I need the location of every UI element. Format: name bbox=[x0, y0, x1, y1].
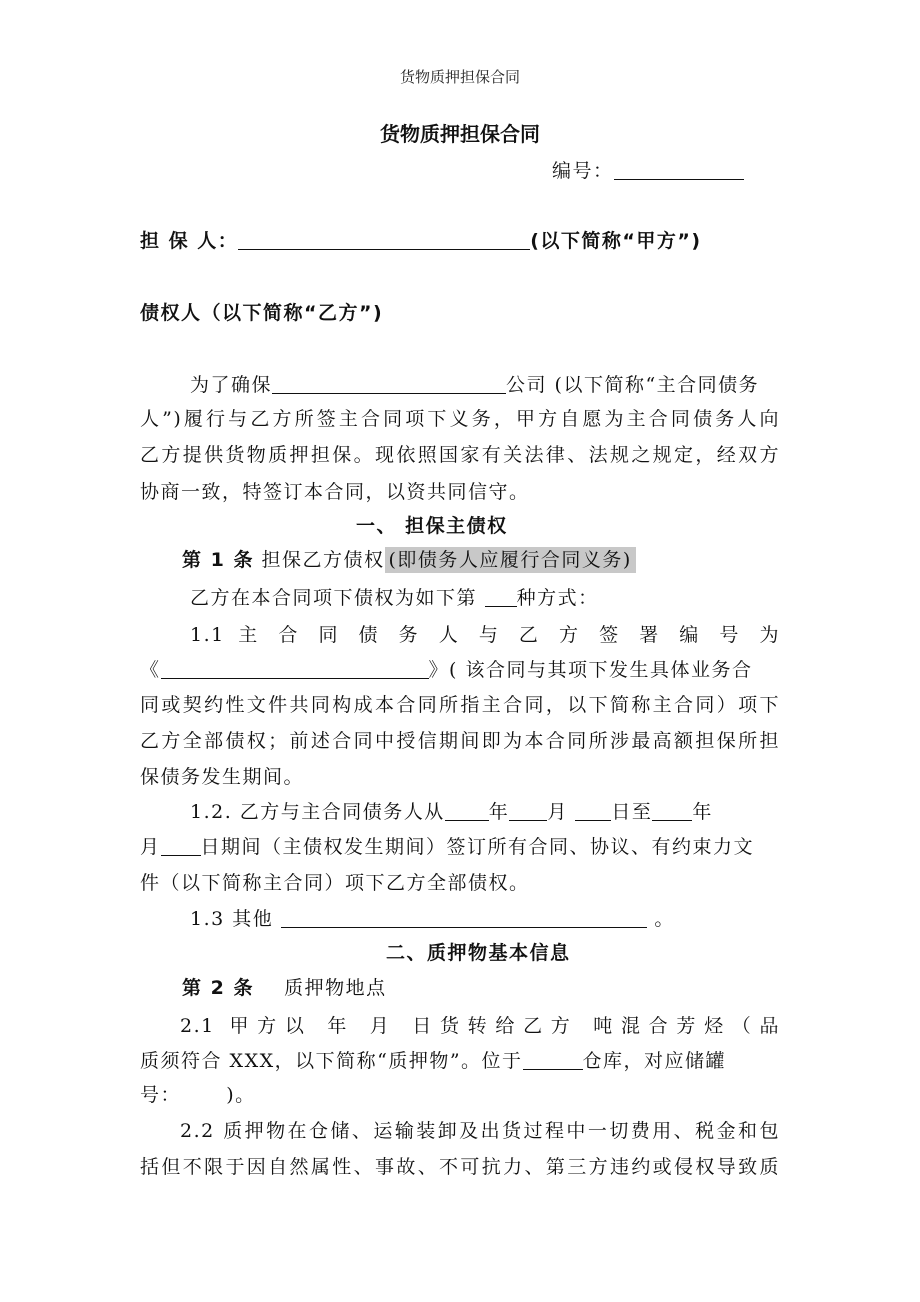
article-2-text: 质押物地点 bbox=[284, 977, 387, 999]
document-title: 货物质押担保合同 bbox=[380, 122, 540, 146]
intro-line-4: 协商一致，特签订本合同，以资共同信守。 bbox=[140, 481, 530, 503]
company-blank bbox=[272, 374, 506, 394]
month-blank bbox=[509, 801, 547, 821]
p13-text: 。 bbox=[654, 908, 675, 930]
article-2-number: 第 2 条 bbox=[182, 977, 254, 999]
intro-line-2: 人”)履行与乙方所签主合同项下义务，甲方自愿为主合同债务人向 bbox=[140, 408, 780, 430]
p13-line bbox=[190, 904, 675, 931]
p22-line-1: 2.2 质押物在仓储、运输装卸及出货过程中一切费用、税金和包 bbox=[180, 1120, 780, 1142]
p22-line-2: 括但不限于因自然属性、事故、不可抗力、第三方违约或侵权导致质 bbox=[140, 1156, 780, 1178]
creditor-line: 债权人（以下简称“乙方”) bbox=[140, 302, 384, 324]
guarantor-suffix: (以下简称“甲方”) bbox=[530, 230, 702, 252]
p12-line-1 bbox=[190, 797, 713, 824]
intro-text: 为了确保 bbox=[190, 374, 273, 396]
way-text: 种方式： bbox=[516, 587, 599, 609]
year-blank bbox=[445, 801, 489, 821]
page-header: 货物质押担保合同 bbox=[399, 68, 520, 86]
article-1 bbox=[182, 545, 636, 572]
p21-line-1: 2.1 甲方以 年 月 日货转给乙方 吨混合芳烃（品 bbox=[180, 1015, 780, 1037]
p21-text: 仓库，对应储罐 bbox=[582, 1050, 727, 1072]
warehouse-blank bbox=[523, 1050, 583, 1070]
p12-line-2 bbox=[140, 832, 754, 859]
p13-text: 1.3 其他 bbox=[190, 908, 274, 930]
p11-line-3: 同或契约性文件共同构成本合同所指主合同，以下简称主合同）项下 bbox=[140, 694, 780, 716]
contract-number bbox=[552, 156, 744, 183]
guarantor-line bbox=[140, 226, 702, 253]
contract-number-blank bbox=[161, 659, 429, 679]
intro-text: 公司 (以下简称“主合同债务 bbox=[506, 374, 760, 396]
p12-line-3: 件（以下简称主合同）项下乙方全部债权。 bbox=[140, 872, 530, 894]
p11-line-5: 保债务发生期间。 bbox=[140, 766, 305, 788]
p12-text: 月 bbox=[140, 836, 161, 858]
way-text: 乙方在本合同项下债权为如下第 bbox=[190, 587, 478, 609]
article-2 bbox=[182, 973, 387, 1000]
section-1-heading: 一、 担保主债权 bbox=[356, 515, 508, 537]
day-blank bbox=[575, 801, 611, 821]
article-1-way bbox=[190, 583, 599, 610]
article-1-text: 担保乙方债权 bbox=[261, 549, 385, 571]
intro-line-1 bbox=[190, 370, 759, 397]
p21-text: 质须符合 XXX，以下简称“质押物”。位于 bbox=[140, 1050, 523, 1072]
p12-text: 年 bbox=[692, 801, 713, 823]
section-2-heading: 二、质押物基本信息 bbox=[386, 942, 571, 964]
p11-line-2 bbox=[140, 655, 752, 682]
article-1-highlight: (即债务人应履行合同义务) bbox=[385, 547, 636, 573]
p11-text: 《 bbox=[140, 659, 161, 681]
number-blank bbox=[614, 160, 744, 180]
p11-line-4: 乙方全部债权；前述合同中授信期间即为本合同所涉最高额担保所担 bbox=[140, 730, 780, 752]
p12-text: 月 bbox=[547, 801, 568, 823]
number-label: 编号： bbox=[552, 160, 614, 182]
guarantor-label: 担 保 人： bbox=[140, 230, 239, 252]
article-1-number: 第 1 条 bbox=[182, 549, 254, 571]
day-blank-2 bbox=[161, 836, 201, 856]
p12-text: 日至 bbox=[611, 801, 653, 823]
p11-line-1: 1.1 主 合 同 债 务 人 与 乙 方 签 署 编 号 为 bbox=[190, 624, 780, 646]
year-blank-2 bbox=[652, 801, 692, 821]
p11-text: 》( 该合同与其项下发生具体业务合 bbox=[428, 659, 753, 681]
p12-text: 日期间（主债权发生期间）签订所有合同、协议、有约束力文 bbox=[200, 836, 755, 858]
p12-text: 年 bbox=[488, 801, 510, 823]
guarantor-blank bbox=[238, 230, 530, 250]
p12-text: 1.2. 乙方与主合同债务人从 bbox=[190, 801, 445, 823]
way-blank bbox=[485, 587, 517, 607]
other-blank bbox=[281, 908, 647, 928]
intro-line-3: 乙方提供货物质押担保。现依照国家有关法律、法规之规定，经双方 bbox=[140, 444, 780, 466]
p21-line-3: 号： )。 bbox=[140, 1084, 256, 1106]
p21-line-2 bbox=[140, 1046, 726, 1073]
